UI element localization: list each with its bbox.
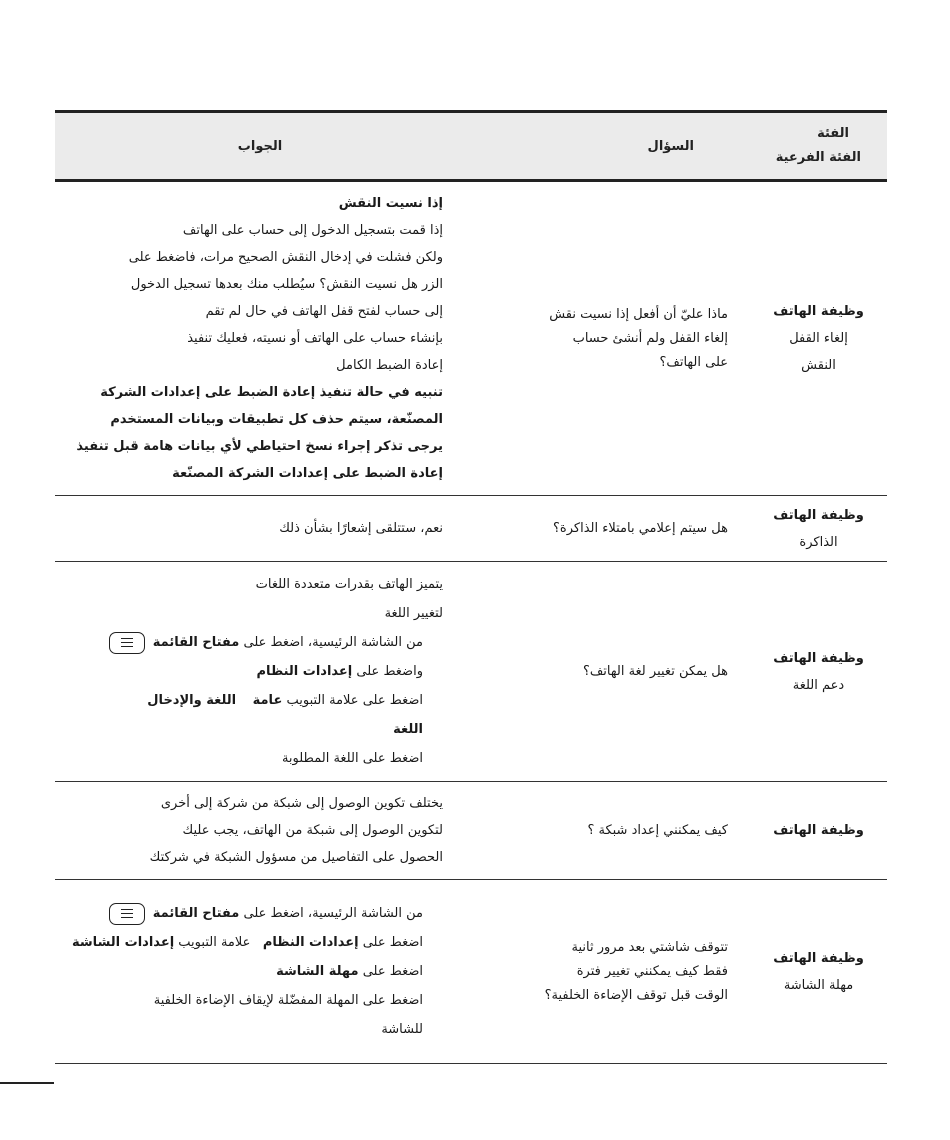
question-line: ماذا عليّ أن أفعل إذا نسيت نقش bbox=[549, 306, 728, 322]
subcategory-label: النقش bbox=[801, 358, 836, 373]
answer-step bbox=[63, 928, 443, 957]
answer-line: لتكوين الوصول إلى شبكة من الهاتف، يجب عليك bbox=[182, 823, 443, 838]
answer-line: لتغيير اللغة bbox=[384, 606, 443, 621]
answer-line: ولكن فشلت في إدخال النقش الصحيح مرات، فاضغط على bbox=[128, 250, 443, 265]
subcategory-label: دعم اللغة bbox=[792, 677, 845, 693]
warning-line: المصنّعة، سيتم حذف كل تطبيقات وبيانات المستخدم bbox=[110, 412, 443, 427]
subcategory-label: الذاكرة bbox=[799, 534, 838, 550]
answer-step bbox=[63, 899, 443, 928]
category-cell bbox=[750, 181, 887, 496]
warning-line: يرجى تذكر إجراء نسخ احتياطي لأي بيانات هامة قبل تنفيذ bbox=[76, 439, 443, 454]
category-cell bbox=[750, 880, 887, 1064]
subcategory-label: إلغاء القفل bbox=[789, 331, 848, 346]
header-category bbox=[750, 112, 887, 181]
subcategory-label: مهلة الشاشة bbox=[783, 977, 854, 993]
answer-title: إذا نسيت النقش bbox=[338, 196, 443, 211]
question-line: الوقت قبل توقف الإضاءة الخلفية؟ bbox=[544, 987, 728, 1003]
question-line: هل سيتم إعلامي بامتلاء الذاكرة؟ bbox=[553, 520, 728, 536]
answer-step bbox=[63, 628, 443, 657]
question-cell bbox=[465, 782, 750, 880]
header-category-label: الفئة bbox=[817, 126, 849, 141]
step-keyword: إعدادات الشاشة bbox=[72, 935, 175, 950]
table-row bbox=[55, 880, 887, 1064]
faq-table bbox=[55, 110, 887, 1064]
answer-step bbox=[63, 686, 443, 715]
answer-line: بإنشاء حساب على الهاتف أو نسيته، فعليك تنفيذ bbox=[187, 331, 443, 346]
answer-line: يختلف تكوين الوصول إلى شبكة من شركة إلى أخرى bbox=[160, 796, 443, 811]
menu-key-icon bbox=[109, 903, 145, 925]
category-label: وظيفة الهاتف bbox=[773, 304, 864, 319]
warning-line: تنبيه في حالة تنفيذ إعادة الضبط على إعدادات الشركة bbox=[100, 385, 443, 400]
step-keyword: مهلة الشاشة bbox=[276, 964, 359, 979]
answer-line: إعادة الضبط الكامل bbox=[336, 358, 443, 373]
step-text: واضغط على bbox=[356, 664, 423, 679]
step-keyword: مفتاح القائمة bbox=[152, 635, 240, 650]
step-keyword: عامة bbox=[252, 693, 283, 708]
answer-cell bbox=[55, 181, 465, 496]
header-subcategory-label: الفئة الفرعية bbox=[775, 150, 861, 165]
answer-cell bbox=[55, 880, 465, 1064]
answer-cell bbox=[55, 562, 465, 782]
answer-step bbox=[63, 957, 443, 986]
step-text: اضغط على علامة التبويب bbox=[286, 693, 423, 708]
question-cell bbox=[465, 181, 750, 496]
step-text: اضغط على bbox=[362, 964, 423, 979]
table-row bbox=[55, 496, 887, 562]
step-keyword: إعدادات النظام bbox=[256, 664, 353, 679]
table-row bbox=[55, 782, 887, 880]
answer-step: اضغط على المهلة المفضّلة لإيقاف الإضاءة الخلفية bbox=[153, 993, 423, 1008]
question-cell bbox=[465, 880, 750, 1064]
answer-line: يتميز الهاتف بقدرات متعددة اللغات bbox=[255, 577, 443, 592]
question-cell bbox=[465, 496, 750, 562]
category-label: وظيفة الهاتف bbox=[773, 650, 864, 666]
answer-step bbox=[63, 657, 443, 686]
step-text: من الشاشة الرئيسية، اضغط على bbox=[243, 635, 423, 650]
footer-rule bbox=[0, 1082, 54, 1084]
question-line: هل يمكن تغيير لغة الهاتف؟ bbox=[582, 663, 728, 679]
category-label: وظيفة الهاتف bbox=[773, 507, 864, 523]
step-text: اضغط على bbox=[362, 935, 423, 950]
step-text: علامة التبويب bbox=[178, 935, 251, 950]
header-question: السؤال bbox=[465, 112, 750, 181]
question-line: كيف يمكنني إعداد شبكة ؟ bbox=[587, 822, 728, 838]
answer-cell bbox=[55, 782, 465, 880]
category-label: وظيفة الهاتف bbox=[773, 823, 864, 838]
category-cell bbox=[750, 782, 887, 880]
menu-key-icon bbox=[109, 632, 145, 654]
table-header-row bbox=[55, 112, 887, 181]
answer-line: إلى حساب لفتح قفل الهاتف في حال لم تقم bbox=[205, 304, 443, 319]
step-text: من الشاشة الرئيسية، اضغط على bbox=[243, 906, 423, 921]
step-keyword: اللغة والإدخال bbox=[147, 693, 237, 708]
question-line: على الهاتف؟ bbox=[659, 354, 728, 370]
question-line: تتوقف شاشتي بعد مرور ثانية bbox=[571, 939, 728, 955]
category-cell bbox=[750, 562, 887, 782]
answer-step: للشاشة bbox=[381, 1022, 423, 1037]
step-keyword: اللغة bbox=[393, 722, 423, 737]
step-keyword: إعدادات النظام bbox=[262, 935, 359, 950]
question-line: فقط كيف يمكنني تغيير فترة bbox=[576, 963, 728, 979]
question-cell bbox=[465, 562, 750, 782]
answer-step: اضغط على اللغة المطلوبة bbox=[281, 751, 423, 766]
category-cell bbox=[750, 496, 887, 562]
answer-text: نعم، ستتلقى إشعارًا بشأن ذلك bbox=[279, 521, 443, 536]
question-line: إلغاء القفل ولم أنشئ حساب bbox=[572, 330, 728, 346]
table-row bbox=[55, 562, 887, 782]
step-keyword: مفتاح القائمة bbox=[152, 906, 240, 921]
answer-cell bbox=[55, 496, 465, 562]
answer-line: الزر هل نسيت النقش؟ سيُطلب منك بعدها تسجيل الدخول bbox=[130, 277, 443, 292]
answer-line: الحصول على التفاصيل من مسؤول الشبكة في شركتك bbox=[149, 850, 443, 865]
answer-line: إذا قمت بتسجيل الدخول إلى حساب على الهاتف bbox=[182, 223, 443, 238]
table-row bbox=[55, 181, 887, 496]
header-answer: الجواب bbox=[55, 112, 465, 181]
warning-line: إعادة الضبط على إعدادات الشركة المصنّعة bbox=[172, 466, 443, 481]
category-label: وظيفة الهاتف bbox=[773, 950, 864, 966]
